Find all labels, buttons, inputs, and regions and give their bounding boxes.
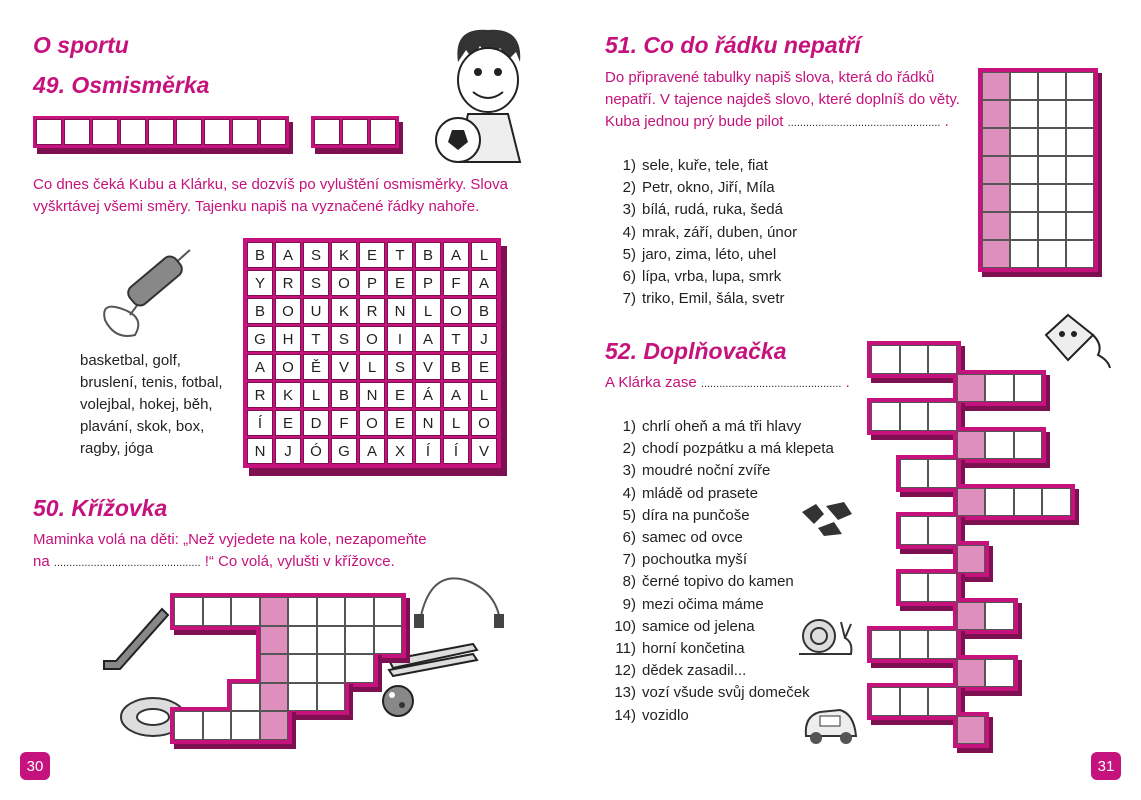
crossword-cell[interactable] bbox=[1066, 184, 1094, 212]
word-search-cell: S bbox=[303, 242, 329, 268]
crossword-cell[interactable] bbox=[1014, 488, 1043, 517]
word-search-cell: S bbox=[387, 354, 413, 380]
crossword-cell[interactable] bbox=[260, 711, 289, 740]
crossword-cell[interactable] bbox=[928, 573, 957, 602]
crossword-cell[interactable] bbox=[1010, 184, 1038, 212]
list-item-text: triko, Emil, šála, svetr bbox=[642, 290, 785, 308]
word-search-cell: R bbox=[275, 270, 301, 296]
crossword-cell[interactable] bbox=[985, 374, 1014, 403]
word-search-cell: Í bbox=[247, 410, 273, 436]
word-search-cell: A bbox=[275, 242, 301, 268]
list-item-text: sele, kuře, tele, fiat bbox=[642, 157, 768, 174]
list-item-number: 11) bbox=[615, 640, 636, 658]
list-item-text: mrak, září, duben, únor bbox=[642, 223, 798, 241]
crossword-cell[interactable] bbox=[1038, 72, 1066, 100]
hockey-stick-illustration bbox=[100, 605, 170, 675]
list-item-text: chrlí oheň a má tři hlavy bbox=[642, 418, 802, 435]
crossword-cell[interactable] bbox=[982, 72, 1010, 100]
ex51-title: 51. Co do řádku nepatří bbox=[605, 32, 861, 58]
crossword-cell[interactable] bbox=[957, 602, 986, 631]
crossword-cell[interactable] bbox=[1010, 72, 1038, 100]
ex51-list bbox=[610, 155, 797, 310]
crossword-cell[interactable] bbox=[900, 516, 929, 545]
list-item bbox=[610, 549, 834, 571]
list-item-number: 8) bbox=[622, 573, 636, 591]
boy-with-ball-illustration bbox=[428, 22, 548, 167]
crossword-cell[interactable] bbox=[928, 345, 957, 374]
crossword-cell[interactable] bbox=[345, 626, 374, 655]
word-search-cell: B bbox=[331, 382, 357, 408]
crossword-cell[interactable] bbox=[345, 654, 374, 683]
list-item-number: 4) bbox=[622, 223, 636, 241]
ex52-blank: .............................................. bbox=[700, 378, 842, 390]
crossword-cell[interactable] bbox=[871, 402, 900, 431]
word-search-cell: S bbox=[303, 270, 329, 296]
ex49-words-4: plavání, skok, box, bbox=[80, 418, 205, 435]
crossword-cell[interactable] bbox=[1038, 212, 1066, 240]
crossword-cell[interactable] bbox=[982, 240, 1010, 268]
crossword-cell[interactable] bbox=[957, 545, 986, 574]
list-item-number: 2) bbox=[622, 440, 636, 458]
crossword-cell[interactable] bbox=[288, 626, 317, 655]
crossword-cell[interactable] bbox=[260, 683, 289, 712]
list-item-text: chodí pozpátku a má klepeta bbox=[642, 440, 834, 458]
crossword-cell[interactable] bbox=[957, 716, 986, 745]
crossword-cell[interactable] bbox=[1042, 488, 1071, 517]
word-search-cell: O bbox=[443, 298, 469, 324]
word-search-cell: U bbox=[303, 298, 329, 324]
crossword-cell[interactable] bbox=[957, 659, 986, 688]
section-title: O sportu bbox=[33, 32, 129, 58]
crossword-cell[interactable] bbox=[1038, 184, 1066, 212]
word-search-cell: E bbox=[387, 382, 413, 408]
word-search-cell: L bbox=[415, 298, 441, 324]
list-item-text: dědek zasadil... bbox=[642, 662, 747, 680]
list-item-number: 7) bbox=[622, 290, 636, 308]
list-item-text: vozí všude svůj domeček bbox=[642, 684, 810, 702]
word-search-cell: E bbox=[275, 410, 301, 436]
ex50-line2-end: !“ Co volá, vylušti v křížovce. bbox=[204, 553, 395, 570]
ex52-list bbox=[610, 416, 834, 727]
crossword-cell[interactable] bbox=[231, 683, 260, 712]
crossword-cell[interactable] bbox=[985, 602, 1014, 631]
crossword-cell[interactable] bbox=[288, 597, 317, 626]
crossword-cell[interactable] bbox=[982, 156, 1010, 184]
page-number-right: 31 bbox=[1091, 752, 1121, 780]
crossword-cell[interactable] bbox=[871, 630, 900, 659]
word-search-cell: N bbox=[247, 438, 273, 464]
word-search-cell: T bbox=[387, 242, 413, 268]
ex49-words-5: ragby, jóga bbox=[80, 440, 154, 457]
list-item-text: mládě od prasete bbox=[642, 484, 758, 502]
crossword-cell[interactable] bbox=[317, 626, 346, 655]
word-search-cell: H bbox=[275, 326, 301, 352]
crossword-cell[interactable] bbox=[900, 573, 929, 602]
ex49-answer-boxes bbox=[33, 116, 289, 148]
word-search-cell: I bbox=[387, 326, 413, 352]
word-search-cell: L bbox=[303, 382, 329, 408]
crossword-cell[interactable] bbox=[985, 431, 1014, 460]
list-item-number: 9) bbox=[622, 595, 636, 613]
word-search-cell: O bbox=[275, 354, 301, 380]
word-search-cell: X bbox=[387, 438, 413, 464]
list-item-number: 5) bbox=[622, 506, 636, 524]
crossword-cell[interactable] bbox=[1010, 212, 1038, 240]
word-search-cell: V bbox=[331, 354, 357, 380]
snail-illustration bbox=[795, 612, 855, 662]
crossword-cell[interactable] bbox=[957, 488, 986, 517]
word-search-cell: V bbox=[415, 354, 441, 380]
word-search-cell: K bbox=[331, 242, 357, 268]
crossword-cell[interactable] bbox=[928, 459, 957, 488]
list-item-number: 1) bbox=[622, 418, 636, 435]
word-search-cell: J bbox=[275, 438, 301, 464]
crossword-cell[interactable] bbox=[203, 711, 232, 740]
ex49-title: 49. Osmisměrka bbox=[33, 72, 210, 98]
word-search-cell: E bbox=[387, 410, 413, 436]
crossword-cell[interactable] bbox=[900, 687, 929, 716]
word-search-cell: O bbox=[331, 270, 357, 296]
ex51-instructions-1: Do připravené tabulky napiš slova, která do řádků bbox=[605, 69, 935, 86]
crossword-cell[interactable] bbox=[871, 345, 900, 374]
word-search-cell: T bbox=[443, 326, 469, 352]
ex51-sentence-end: . bbox=[944, 113, 949, 130]
list-item-text: bílá, rudá, ruka, šedá bbox=[642, 201, 783, 219]
word-search-cell: K bbox=[331, 298, 357, 324]
word-search-cell: G bbox=[331, 438, 357, 464]
list-item bbox=[610, 288, 797, 310]
ex51-sentence-start: Kuba jednou prý bude pilot bbox=[605, 113, 784, 130]
crossword-cell[interactable] bbox=[1066, 240, 1094, 268]
crossword-cell[interactable] bbox=[1038, 100, 1066, 128]
crossword-cell[interactable] bbox=[288, 654, 317, 683]
list-item-number: 4) bbox=[622, 484, 636, 502]
crossword-cell[interactable] bbox=[928, 402, 957, 431]
list-item bbox=[610, 222, 797, 244]
word-search-cell: N bbox=[359, 382, 385, 408]
word-search-cell: O bbox=[359, 326, 385, 352]
list-item bbox=[610, 571, 834, 593]
crossword-cell[interactable] bbox=[174, 711, 203, 740]
ex49-instructions-1: Co dnes čeká Kubu a Klárku, se dozvíš po vyluštění osmisměrky. Slova bbox=[33, 176, 508, 193]
coal-illustration bbox=[800, 498, 860, 538]
list-item bbox=[610, 438, 834, 460]
word-search-cell: L bbox=[359, 354, 385, 380]
word-search-cell: O bbox=[275, 298, 301, 324]
ex50-line2-start: na bbox=[33, 553, 50, 570]
word-search-cell: A bbox=[247, 354, 273, 380]
ex50-blank: ................................................ bbox=[53, 557, 201, 569]
crossword-cell[interactable] bbox=[928, 630, 957, 659]
list-item-number: 14) bbox=[614, 706, 636, 724]
word-search-cell: F bbox=[443, 270, 469, 296]
list-item-number: 6) bbox=[622, 529, 636, 547]
crossword-cell[interactable] bbox=[1014, 431, 1043, 460]
crossword-cell[interactable] bbox=[174, 597, 203, 626]
ex51-blank: .................................................. bbox=[787, 117, 941, 129]
word-search-cell: O bbox=[471, 410, 497, 436]
crossword-cell[interactable] bbox=[374, 597, 403, 626]
list-item bbox=[610, 155, 797, 177]
list-item-text: černé topivo do kamen bbox=[642, 573, 794, 591]
word-search-cell: L bbox=[443, 410, 469, 436]
word-search-cell: D bbox=[303, 410, 329, 436]
list-item bbox=[610, 460, 834, 482]
list-item-text: díra na punčoše bbox=[642, 506, 750, 524]
word-search-cell: R bbox=[359, 298, 385, 324]
word-search-cell: Ě bbox=[303, 354, 329, 380]
word-search-cell: B bbox=[415, 242, 441, 268]
list-item-text: vozidlo bbox=[642, 706, 689, 724]
list-item-text: horní končetina bbox=[642, 640, 745, 658]
crossword-cell[interactable] bbox=[985, 488, 1014, 517]
page-number-left: 30 bbox=[20, 752, 50, 780]
word-search-cell: A bbox=[415, 326, 441, 352]
list-item-text: jaro, zima, léto, uhel bbox=[642, 245, 777, 263]
list-item-number: 3) bbox=[622, 201, 636, 219]
word-search-cell: J bbox=[471, 326, 497, 352]
word-search-cell: Y bbox=[247, 270, 273, 296]
list-item-text: moudré noční zvíře bbox=[642, 462, 771, 480]
word-search-cell: N bbox=[387, 298, 413, 324]
crossword-cell[interactable] bbox=[1010, 128, 1038, 156]
list-item-number: 2) bbox=[622, 179, 636, 197]
crossword-cell[interactable] bbox=[203, 597, 232, 626]
word-search-cell: V bbox=[471, 438, 497, 464]
crossword-cell[interactable] bbox=[1066, 212, 1094, 240]
word-search-cell: L bbox=[471, 382, 497, 408]
crossword-cell[interactable] bbox=[900, 630, 929, 659]
word-search-cell: A bbox=[443, 382, 469, 408]
ex52-sentence bbox=[605, 372, 850, 395]
list-item-number: 1) bbox=[622, 157, 636, 174]
ex49-words-3: volejbal, hokej, běh, bbox=[80, 396, 213, 413]
crossword-cell[interactable] bbox=[231, 711, 260, 740]
word-search-cell: L bbox=[471, 242, 497, 268]
word-search-cell: E bbox=[359, 242, 385, 268]
crossword-cell[interactable] bbox=[260, 597, 289, 626]
crossword-cell[interactable] bbox=[900, 402, 929, 431]
crossword-cell[interactable] bbox=[871, 687, 900, 716]
crossword-cell[interactable] bbox=[928, 687, 957, 716]
ex52-sentence-end: . bbox=[845, 374, 850, 391]
crossword-cell[interactable] bbox=[1066, 128, 1094, 156]
crossword-cell[interactable] bbox=[231, 597, 260, 626]
list-item-number: 13) bbox=[614, 684, 636, 702]
ex50-line1: Maminka volá na děti: „Než vyjedete na kole, nezapomeňte bbox=[33, 531, 427, 548]
word-search-cell: R bbox=[247, 382, 273, 408]
word-search-cell: G bbox=[247, 326, 273, 352]
word-search-cell: A bbox=[471, 270, 497, 296]
word-search-cell: B bbox=[247, 298, 273, 324]
whistle-illustration bbox=[95, 240, 205, 340]
crossword-cell[interactable] bbox=[1010, 100, 1038, 128]
word-search-cell: Ó bbox=[303, 438, 329, 464]
crossword-cell[interactable] bbox=[1066, 72, 1094, 100]
jump-rope-illustration bbox=[410, 570, 510, 630]
crossword-cell[interactable] bbox=[985, 659, 1014, 688]
ex50-title: 50. Křížovka bbox=[33, 495, 168, 521]
word-search-cell: O bbox=[359, 410, 385, 436]
ex49-words-2: bruslení, tenis, fotbal, bbox=[80, 374, 223, 391]
word-search-cell: B bbox=[471, 298, 497, 324]
ex51-instructions-2: nepatří. V tajence najdeš slovo, které doplníš do věty. bbox=[605, 91, 960, 108]
list-item-number: 3) bbox=[622, 462, 636, 480]
word-search-cell: E bbox=[387, 270, 413, 296]
word-search-cell: A bbox=[359, 438, 385, 464]
list-item-text: samice od jelena bbox=[642, 617, 755, 635]
list-item bbox=[610, 244, 797, 266]
list-item-number: 10) bbox=[614, 617, 636, 635]
crossword-cell[interactable] bbox=[957, 374, 986, 403]
ex49-instructions-2: vyškrtávej všemi směry. Tajenku napiš na vyznačené řádky nahoře. bbox=[33, 198, 480, 215]
word-search-grid bbox=[243, 238, 501, 468]
crossword-cell[interactable] bbox=[374, 626, 403, 655]
word-search-cell: Í bbox=[415, 438, 441, 464]
crossword-cell[interactable] bbox=[928, 516, 957, 545]
crossword-cell[interactable] bbox=[288, 683, 317, 712]
list-item-number: 5) bbox=[622, 245, 636, 263]
ball-illustration bbox=[380, 683, 416, 719]
list-item-number: 6) bbox=[622, 268, 636, 286]
word-search-cell: Á bbox=[415, 382, 441, 408]
list-item-text: pochoutka myší bbox=[642, 551, 748, 569]
crossword-cell[interactable] bbox=[260, 626, 289, 655]
list-item bbox=[610, 660, 834, 682]
crossword-cell[interactable] bbox=[982, 128, 1010, 156]
list-item-text: Petr, okno, Jiří, Míla bbox=[642, 179, 775, 197]
kite-illustration bbox=[1038, 310, 1113, 370]
ex52-title: 52. Doplňovačka bbox=[605, 338, 787, 364]
crossword-cell[interactable] bbox=[957, 431, 986, 460]
list-item-text: lípa, vrba, lupa, smrk bbox=[642, 268, 782, 286]
word-search-cell: P bbox=[359, 270, 385, 296]
crossword-cell[interactable] bbox=[900, 459, 929, 488]
crossword-cell[interactable] bbox=[317, 683, 346, 712]
word-search-cell: B bbox=[247, 242, 273, 268]
ex49-answer-boxes-2 bbox=[311, 116, 399, 148]
ex50-line2 bbox=[33, 551, 395, 574]
word-search-cell: A bbox=[443, 242, 469, 268]
list-item bbox=[610, 177, 797, 199]
crossword-cell[interactable] bbox=[900, 345, 929, 374]
word-search-cell: K bbox=[275, 382, 301, 408]
word-search-cell: N bbox=[415, 410, 441, 436]
list-item-text: mezi očima máme bbox=[642, 595, 764, 613]
crossword-cell[interactable] bbox=[1014, 374, 1043, 403]
crossword-cell[interactable] bbox=[1010, 240, 1038, 268]
ex49-words-1: basketbal, golf, bbox=[80, 352, 181, 369]
car-illustration bbox=[800, 700, 860, 750]
ex51-sentence bbox=[605, 111, 949, 134]
word-search-cell: F bbox=[331, 410, 357, 436]
crossword-cell[interactable] bbox=[982, 100, 1010, 128]
list-item-number: 7) bbox=[622, 551, 636, 569]
crossword-cell[interactable] bbox=[982, 212, 1010, 240]
crossword-cell[interactable] bbox=[982, 184, 1010, 212]
list-item-text: samec od ovce bbox=[642, 529, 743, 547]
list-item-number: 12) bbox=[614, 662, 636, 680]
crossword-cell[interactable] bbox=[1038, 156, 1066, 184]
crossword-cell[interactable] bbox=[1066, 156, 1094, 184]
list-item bbox=[610, 199, 797, 221]
word-search-cell: S bbox=[331, 326, 357, 352]
word-search-cell: E bbox=[471, 354, 497, 380]
crossword-cell[interactable] bbox=[1010, 156, 1038, 184]
list-item bbox=[610, 266, 797, 288]
word-search-cell: P bbox=[415, 270, 441, 296]
crossword-cell[interactable] bbox=[345, 597, 374, 626]
word-search-cell: T bbox=[303, 326, 329, 352]
word-search-cell: Í bbox=[443, 438, 469, 464]
crossword-cell[interactable] bbox=[1038, 240, 1066, 268]
crossword-cell[interactable] bbox=[317, 597, 346, 626]
crossword-cell[interactable] bbox=[1038, 128, 1066, 156]
crossword-cell[interactable] bbox=[317, 654, 346, 683]
crossword-cell[interactable] bbox=[1066, 100, 1094, 128]
word-search-cell: B bbox=[443, 354, 469, 380]
crossword-cell[interactable] bbox=[260, 654, 289, 683]
ex52-sentence-start: A Klárka zase bbox=[605, 374, 697, 391]
list-item bbox=[610, 416, 834, 438]
